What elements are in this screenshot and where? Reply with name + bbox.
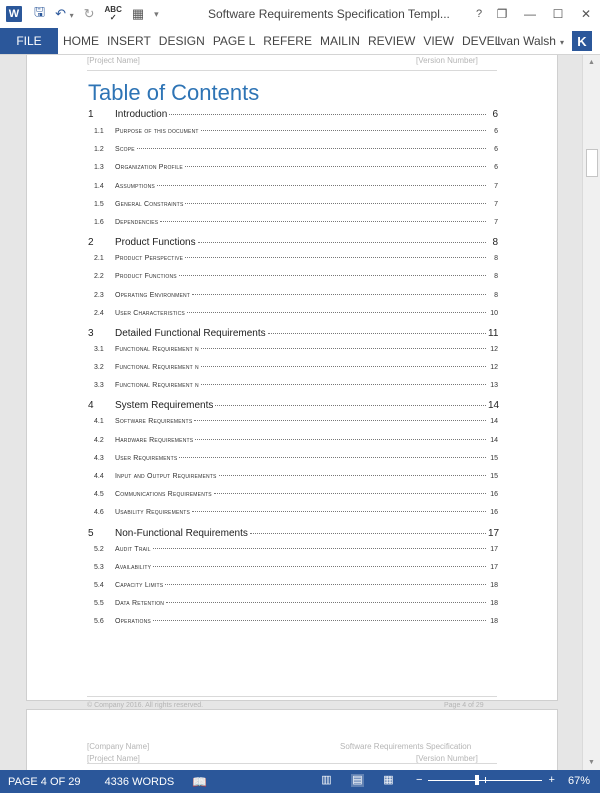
toc-entry-label: Hardware Requirements bbox=[115, 436, 194, 444]
toc-subsection-entry[interactable] bbox=[87, 437, 498, 455]
tab-mailings[interactable]: MAILIN bbox=[319, 34, 360, 48]
toc-entry-number: 1.1 bbox=[94, 128, 104, 135]
tab-design[interactable]: DESIGN bbox=[158, 34, 205, 48]
toc-entry-number: 3.2 bbox=[94, 364, 104, 372]
toc-entry-page: 10 bbox=[490, 309, 498, 317]
vertical-scrollbar[interactable] bbox=[582, 55, 600, 770]
ribbon-display-button[interactable]: ❐ bbox=[496, 7, 508, 21]
toc-subsection-entry[interactable] bbox=[87, 128, 498, 146]
toc-dot-leader bbox=[165, 583, 486, 585]
tab-references[interactable]: REFERE bbox=[263, 34, 312, 48]
toc-subsection-entry[interactable] bbox=[87, 564, 498, 582]
toc-entry-number: 2.3 bbox=[94, 291, 104, 299]
toc-entry-number: 1.4 bbox=[94, 182, 104, 190]
toc-section-entry[interactable] bbox=[87, 237, 498, 255]
toc-entry-number: 1.6 bbox=[94, 218, 104, 226]
proofing-icon[interactable]: 📖 bbox=[192, 774, 208, 789]
toc-entry-label: Functional Requirement n bbox=[115, 345, 199, 353]
user-name: Ivan Walsh bbox=[497, 34, 556, 48]
table-of-contents bbox=[87, 109, 498, 637]
toc-entry-page: 7 bbox=[494, 218, 498, 226]
toc-entry-label: Audit Trail bbox=[115, 545, 151, 553]
ribbon-tab-list bbox=[58, 28, 504, 54]
toc-subsection-entry[interactable] bbox=[87, 473, 498, 491]
tab-insert[interactable]: INSERT bbox=[107, 34, 151, 48]
toc-entry-label: Usability Requirements bbox=[115, 509, 191, 517]
zoom-control bbox=[416, 774, 555, 786]
toc-entry-number: 5.2 bbox=[94, 545, 104, 553]
help-button[interactable]: ? bbox=[475, 8, 483, 20]
toc-dot-leader bbox=[195, 438, 486, 440]
zoom-out-button[interactable]: − bbox=[416, 774, 423, 786]
header-divider bbox=[87, 70, 497, 71]
toc-entry-page: 18 bbox=[490, 581, 498, 589]
toc-entry-label: Capacity Limits bbox=[115, 581, 164, 589]
toc-entry-number: 4 bbox=[88, 400, 94, 412]
toc-dot-leader bbox=[219, 474, 486, 476]
toc-entry-label: Availability bbox=[115, 563, 152, 571]
toc-entry-number: 4.4 bbox=[94, 473, 104, 480]
toc-dot-leader bbox=[153, 565, 486, 567]
scroll-up-icon[interactable]: ▲ bbox=[588, 59, 595, 66]
toc-entry-number: 1.3 bbox=[94, 164, 104, 172]
toc-entry-label: Organization Profile bbox=[115, 164, 183, 172]
toc-dot-leader bbox=[153, 619, 486, 621]
read-mode-icon[interactable]: ▥ bbox=[321, 774, 332, 786]
header-divider bbox=[87, 763, 497, 764]
toc-entry-page: 6 bbox=[494, 164, 498, 172]
toc-entry-number: 1.2 bbox=[94, 146, 104, 154]
word-app-icon[interactable]: W bbox=[6, 6, 22, 22]
footer-copyright: © Company 2016. All rights reserved. bbox=[87, 702, 204, 709]
toc-entry-number: 5 bbox=[88, 527, 94, 539]
toc-subsection-entry[interactable] bbox=[87, 546, 498, 564]
toc-subsection-entry[interactable] bbox=[87, 146, 498, 164]
toc-dot-leader bbox=[185, 256, 486, 258]
toc-subsection-entry[interactable] bbox=[87, 618, 498, 636]
toc-dot-leader bbox=[192, 510, 486, 512]
toc-entry-page: 12 bbox=[490, 364, 498, 372]
scroll-thumb[interactable] bbox=[586, 149, 598, 177]
toc-dot-leader bbox=[201, 365, 486, 367]
avatar[interactable]: K bbox=[572, 31, 592, 51]
toc-entry-page: 7 bbox=[494, 200, 498, 208]
toc-subsection-entry[interactable] bbox=[87, 255, 498, 273]
toc-subsection-entry[interactable] bbox=[87, 201, 498, 219]
header-version-number: [Version Number] bbox=[416, 56, 478, 65]
toc-dot-leader bbox=[157, 184, 486, 186]
undo-icon[interactable]: ↶ ▾ bbox=[55, 6, 74, 21]
toc-entry-number: 3.3 bbox=[94, 382, 104, 390]
toc-entry-number: 4.3 bbox=[94, 454, 104, 462]
toc-entry-page: 18 bbox=[490, 600, 498, 608]
toc-dot-leader bbox=[214, 492, 486, 494]
toc-entry-label: Data Retention bbox=[115, 600, 165, 608]
toc-entry-page: 18 bbox=[490, 618, 498, 626]
toc-entry-label: User Characteristics bbox=[115, 309, 185, 317]
toc-entry-page: 14 bbox=[490, 418, 498, 426]
toc-entry-number: 1.5 bbox=[94, 200, 104, 208]
view-buttons bbox=[320, 774, 395, 787]
zoom-slider[interactable] bbox=[428, 780, 542, 781]
zoom-slider-handle[interactable] bbox=[475, 775, 479, 785]
toc-dot-leader bbox=[185, 202, 486, 204]
toc-entry-label: Product Functions bbox=[115, 237, 196, 249]
toc-dot-leader bbox=[185, 165, 486, 167]
toc-subsection-entry[interactable] bbox=[87, 183, 498, 201]
toc-subsection-entry[interactable] bbox=[87, 164, 498, 182]
toc-entry-number: 2.1 bbox=[94, 255, 104, 263]
toc-subsection-entry[interactable] bbox=[87, 582, 498, 600]
toc-dot-leader bbox=[201, 347, 486, 349]
toc-entry-label: Product Functions bbox=[115, 273, 177, 281]
toc-subsection-entry[interactable] bbox=[87, 455, 498, 473]
zoom-level[interactable]: 67% bbox=[567, 775, 590, 787]
toc-subsection-entry[interactable] bbox=[87, 310, 498, 328]
footer-page-number: Page 4 of 29 bbox=[444, 702, 484, 709]
toc-subsection-entry[interactable] bbox=[87, 382, 498, 400]
toc-entry-page: 12 bbox=[490, 345, 498, 353]
toc-entry-label: General Constraints bbox=[115, 200, 184, 208]
toc-dot-leader bbox=[166, 601, 486, 603]
toc-entry-page: 8 bbox=[492, 237, 498, 249]
toc-entry-label: Product Perspective bbox=[115, 255, 184, 263]
toc-entry-number: 2 bbox=[88, 237, 94, 249]
close-button[interactable]: ✕ bbox=[580, 7, 592, 21]
toc-dot-leader bbox=[250, 532, 486, 534]
toc-entry-number: 5.4 bbox=[94, 581, 104, 589]
document-page[interactable] bbox=[26, 55, 558, 709]
toc-entry-label: Dependencies bbox=[115, 218, 159, 226]
toc-subsection-entry[interactable] bbox=[87, 219, 498, 237]
status-bar bbox=[0, 770, 600, 793]
toc-section-entry[interactable] bbox=[87, 109, 498, 128]
toc-dot-leader bbox=[198, 241, 486, 243]
toc-dot-leader bbox=[179, 274, 486, 276]
header-project-name: [Project Name] bbox=[87, 754, 140, 763]
document-workspace[interactable] bbox=[0, 55, 600, 770]
toc-dot-leader bbox=[268, 332, 486, 334]
toc-entry-number: 5.3 bbox=[94, 563, 104, 571]
toc-entry-number: 5.6 bbox=[94, 618, 104, 626]
toc-subsection-entry[interactable] bbox=[87, 292, 498, 310]
toc-entry-page: 16 bbox=[490, 491, 498, 499]
redo-icon[interactable]: ↻ bbox=[83, 6, 95, 21]
toc-dot-leader bbox=[169, 113, 486, 115]
toc-section-entry[interactable] bbox=[87, 328, 498, 346]
toc-entry-label: System Requirements bbox=[115, 400, 214, 412]
header-company-name: [Company Name] bbox=[87, 742, 150, 751]
toc-entry-number: 5.5 bbox=[94, 600, 104, 608]
user-account[interactable] bbox=[497, 34, 564, 48]
toc-entry-page: 11 bbox=[488, 327, 499, 339]
title-bar bbox=[0, 0, 600, 28]
toc-subsection-entry[interactable] bbox=[87, 509, 498, 527]
header-version-number: [Version Number] bbox=[416, 754, 478, 763]
toc-dot-leader bbox=[160, 220, 486, 222]
toc-entry-number: 3.1 bbox=[94, 345, 104, 353]
toc-subsection-entry[interactable] bbox=[87, 346, 498, 364]
header-project-name: [Project Name] bbox=[87, 56, 140, 65]
toc-entry-page: 6 bbox=[494, 128, 498, 135]
toc-entry-label: Software Requirements bbox=[115, 418, 193, 426]
toc-entry-label: Scope bbox=[115, 146, 135, 154]
tab-file[interactable]: FILE bbox=[0, 28, 58, 54]
toc-entry-page: 15 bbox=[490, 454, 498, 462]
toc-entry-label: Operating Environment bbox=[115, 291, 191, 299]
window-controls bbox=[470, 0, 600, 28]
save-icon[interactable]: 🖫 bbox=[34, 4, 46, 19]
toc-entry-label: Assumptions bbox=[115, 182, 155, 190]
footer-divider bbox=[87, 696, 497, 697]
toc-dot-leader bbox=[215, 404, 486, 406]
tab-developer[interactable]: DEVEL bbox=[462, 34, 502, 48]
tab-review[interactable]: REVIEW bbox=[367, 34, 416, 48]
toc-dot-leader bbox=[201, 383, 486, 385]
minimize-button[interactable]: — bbox=[524, 7, 536, 21]
toc-entry-label: User Requirements bbox=[115, 454, 178, 462]
word-count[interactable]: 4336 WORDS bbox=[104, 775, 175, 788]
toc-entry-label: Functional Requirement n bbox=[115, 382, 199, 390]
toc-subsection-entry[interactable] bbox=[87, 600, 498, 618]
tab-view[interactable]: VIEW bbox=[423, 34, 454, 48]
toc-entry-page: 7 bbox=[494, 182, 498, 190]
toc-entry-page: 6 bbox=[494, 146, 498, 154]
toc-entry-label: Non-Functional Requirements bbox=[115, 527, 248, 539]
toc-entry-page: 17 bbox=[488, 527, 500, 539]
toc-entry-page: 15 bbox=[490, 473, 498, 480]
page-count[interactable]: PAGE 4 OF 29 bbox=[8, 775, 81, 788]
toc-section-entry[interactable] bbox=[87, 528, 498, 546]
tab-page-layout[interactable]: PAGE L bbox=[212, 34, 256, 48]
ribbon-tabs bbox=[0, 28, 600, 55]
toc-dot-leader bbox=[201, 129, 486, 131]
toc-entry-number: 3 bbox=[88, 327, 94, 339]
toc-entry-label: Purpose of this document bbox=[115, 128, 199, 135]
toc-entry-page: 8 bbox=[494, 255, 498, 263]
next-document-page[interactable] bbox=[26, 709, 558, 770]
toc-entry-page: 13 bbox=[490, 382, 498, 390]
toc-dot-leader bbox=[179, 456, 486, 458]
zoom-in-button[interactable]: + bbox=[548, 774, 555, 786]
web-layout-icon[interactable]: ▦ bbox=[383, 774, 394, 786]
toc-entry-page: 8 bbox=[494, 291, 498, 299]
toc-dot-leader bbox=[137, 147, 486, 149]
toc-dot-leader bbox=[187, 311, 486, 313]
toc-entry-label: Operations bbox=[115, 618, 151, 626]
toc-entry-number: 1 bbox=[88, 109, 94, 120]
quick-access-toolbar bbox=[34, 3, 159, 25]
scroll-down-icon[interactable]: ▼ bbox=[588, 759, 595, 766]
toc-subsection-entry[interactable] bbox=[87, 491, 498, 509]
toc-entry-number: 4.5 bbox=[94, 491, 104, 499]
toc-entry-page: 17 bbox=[490, 563, 498, 571]
document-title: Software Requirements Specification Templ... bbox=[208, 7, 450, 21]
toc-entry-number: 2.4 bbox=[94, 309, 104, 317]
toc-dot-leader bbox=[192, 293, 486, 295]
toc-entry-label: Input and Output Requirements bbox=[115, 473, 217, 480]
tab-home[interactable]: HOME bbox=[63, 34, 99, 48]
toc-entry-number: 4.1 bbox=[94, 418, 104, 426]
chevron-down-icon: ▾ bbox=[559, 38, 564, 47]
zoom-slider-center-tick bbox=[485, 777, 486, 783]
print-layout-icon[interactable]: ▤ bbox=[352, 774, 363, 786]
toc-entry-number: 2.2 bbox=[94, 273, 104, 281]
toc-entry-label: Communications Requirements bbox=[115, 491, 212, 499]
layout-icon[interactable]: ▦ bbox=[131, 6, 145, 21]
toc-subsection-entry[interactable] bbox=[87, 364, 498, 382]
toc-entry-label: Functional Requirement n bbox=[115, 364, 199, 372]
toc-section-entry[interactable] bbox=[87, 400, 498, 418]
toc-entry-page: 16 bbox=[490, 509, 498, 517]
toc-subsection-entry[interactable] bbox=[87, 273, 498, 291]
toc-entry-page: 8 bbox=[494, 273, 498, 281]
toc-entry-page: 17 bbox=[490, 545, 498, 553]
toc-entry-number: 4.6 bbox=[94, 509, 104, 517]
spelling-icon[interactable]: ABC ✓ bbox=[104, 5, 122, 22]
header-document-type: Software Requirements Specification bbox=[340, 742, 472, 751]
toc-entry-page: 14 bbox=[488, 400, 500, 412]
toc-entry-number: 4.2 bbox=[94, 436, 104, 444]
toc-entry-page: 6 bbox=[492, 109, 498, 120]
toc-dot-leader bbox=[153, 547, 486, 549]
toc-entry-label: Introduction bbox=[115, 109, 168, 120]
maximize-button[interactable]: ☐ bbox=[552, 7, 564, 21]
toc-entry-page: 14 bbox=[490, 436, 498, 444]
toc-entry-label: Detailed Functional Requirements bbox=[115, 327, 266, 339]
toc-title: Table of Contents bbox=[88, 80, 260, 105]
toc-subsection-entry[interactable] bbox=[87, 418, 498, 436]
customize-qat-icon[interactable]: ▾ bbox=[154, 8, 159, 19]
toc-dot-leader bbox=[194, 419, 486, 421]
